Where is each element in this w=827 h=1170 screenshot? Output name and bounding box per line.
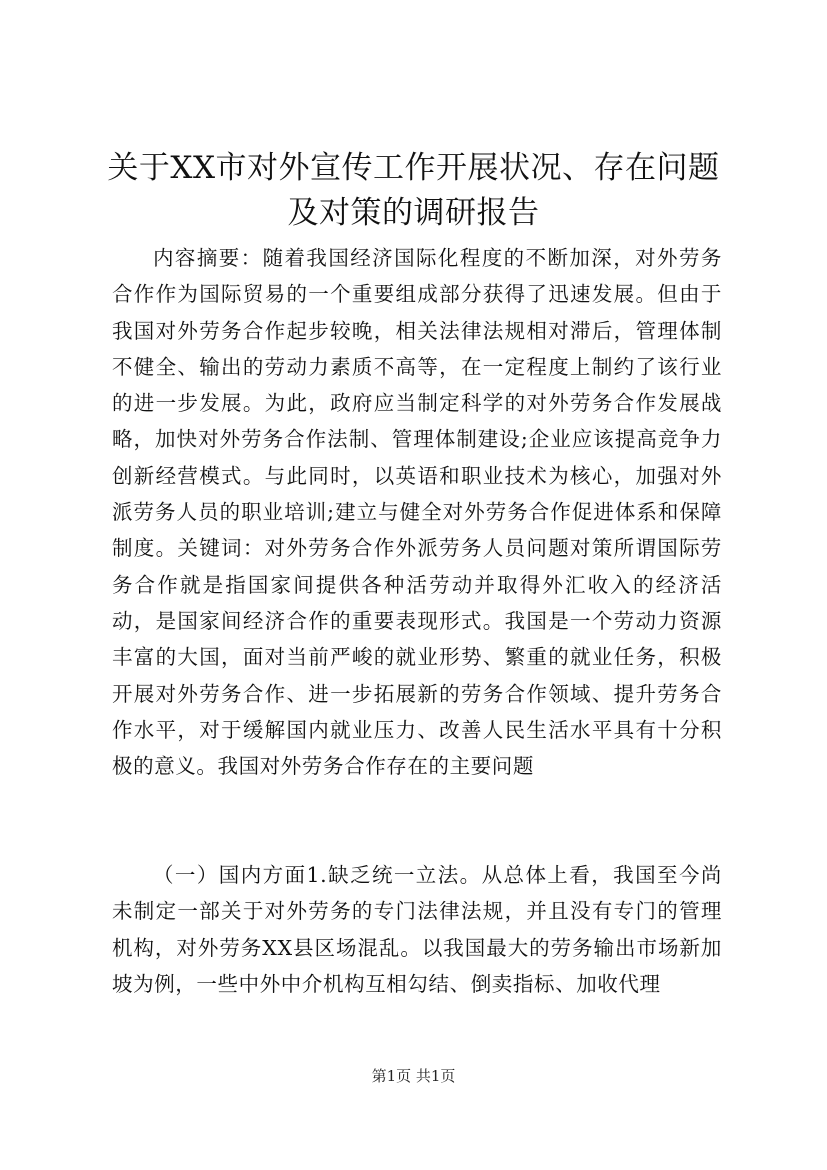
document-title (100, 146, 727, 236)
abstract-paragraph: 内容摘要：随着我国经济国际化程度的不断加深，对外劳务合作作为国际贸易的一个重要组成部分获得了迅速发展。但由于我国对外劳务合作起步较晚，相关法律法规相对滞后，管理体制不健全、输出的劳动力素质不高等，在一定程度上制约了该行业的进一步发展。为此，政府应当制定科学的对外劳务合作发展战略，加快对外劳务合作法制、管理体制建设;企业应该提高竞争力创新经营模式。与此同时，以英语和职业技术为核心，加强对外派劳务人员的职业培训;建立与健全对外劳务合作促进体系和保障制度。关键词：对外劳务合作外派劳务人员问题对策所谓国际劳务合作就是指国家间提供各种活劳动并取得外汇收入的经济活动，是国家间经济合作的重要表现形式。我国是一个劳动力资源丰富的大国，面对当前严峻的就业形势、繁重的就业任务，积极开展对外劳务合作、进一步拓展新的劳务合作领域、提升劳务合作水平，对于缓解国内就业压力、改善人民生活水平具有十分积极的意义。我国对外劳务合作存在的主要问题 (112, 246, 722, 779)
body-paragraph: （一）国内方面1.缺乏统一立法。从总体上看，我国至今尚未制定一部关于对外劳务的专门法律法规，并且没有专门的管理机构，对外劳务XX县区场混乱。以我国最大的劳务输出市场新加坡为例，一些中外中介机构互相勾结、倒卖指标、加收代理 (112, 863, 722, 996)
title-line-1: 关于XX市对外宣传工作开展状况、存在问题 (107, 150, 720, 186)
page-number-footer: 第1页 共1页 (371, 1067, 456, 1085)
title-line-2: 及对策的调研报告 (287, 195, 540, 231)
